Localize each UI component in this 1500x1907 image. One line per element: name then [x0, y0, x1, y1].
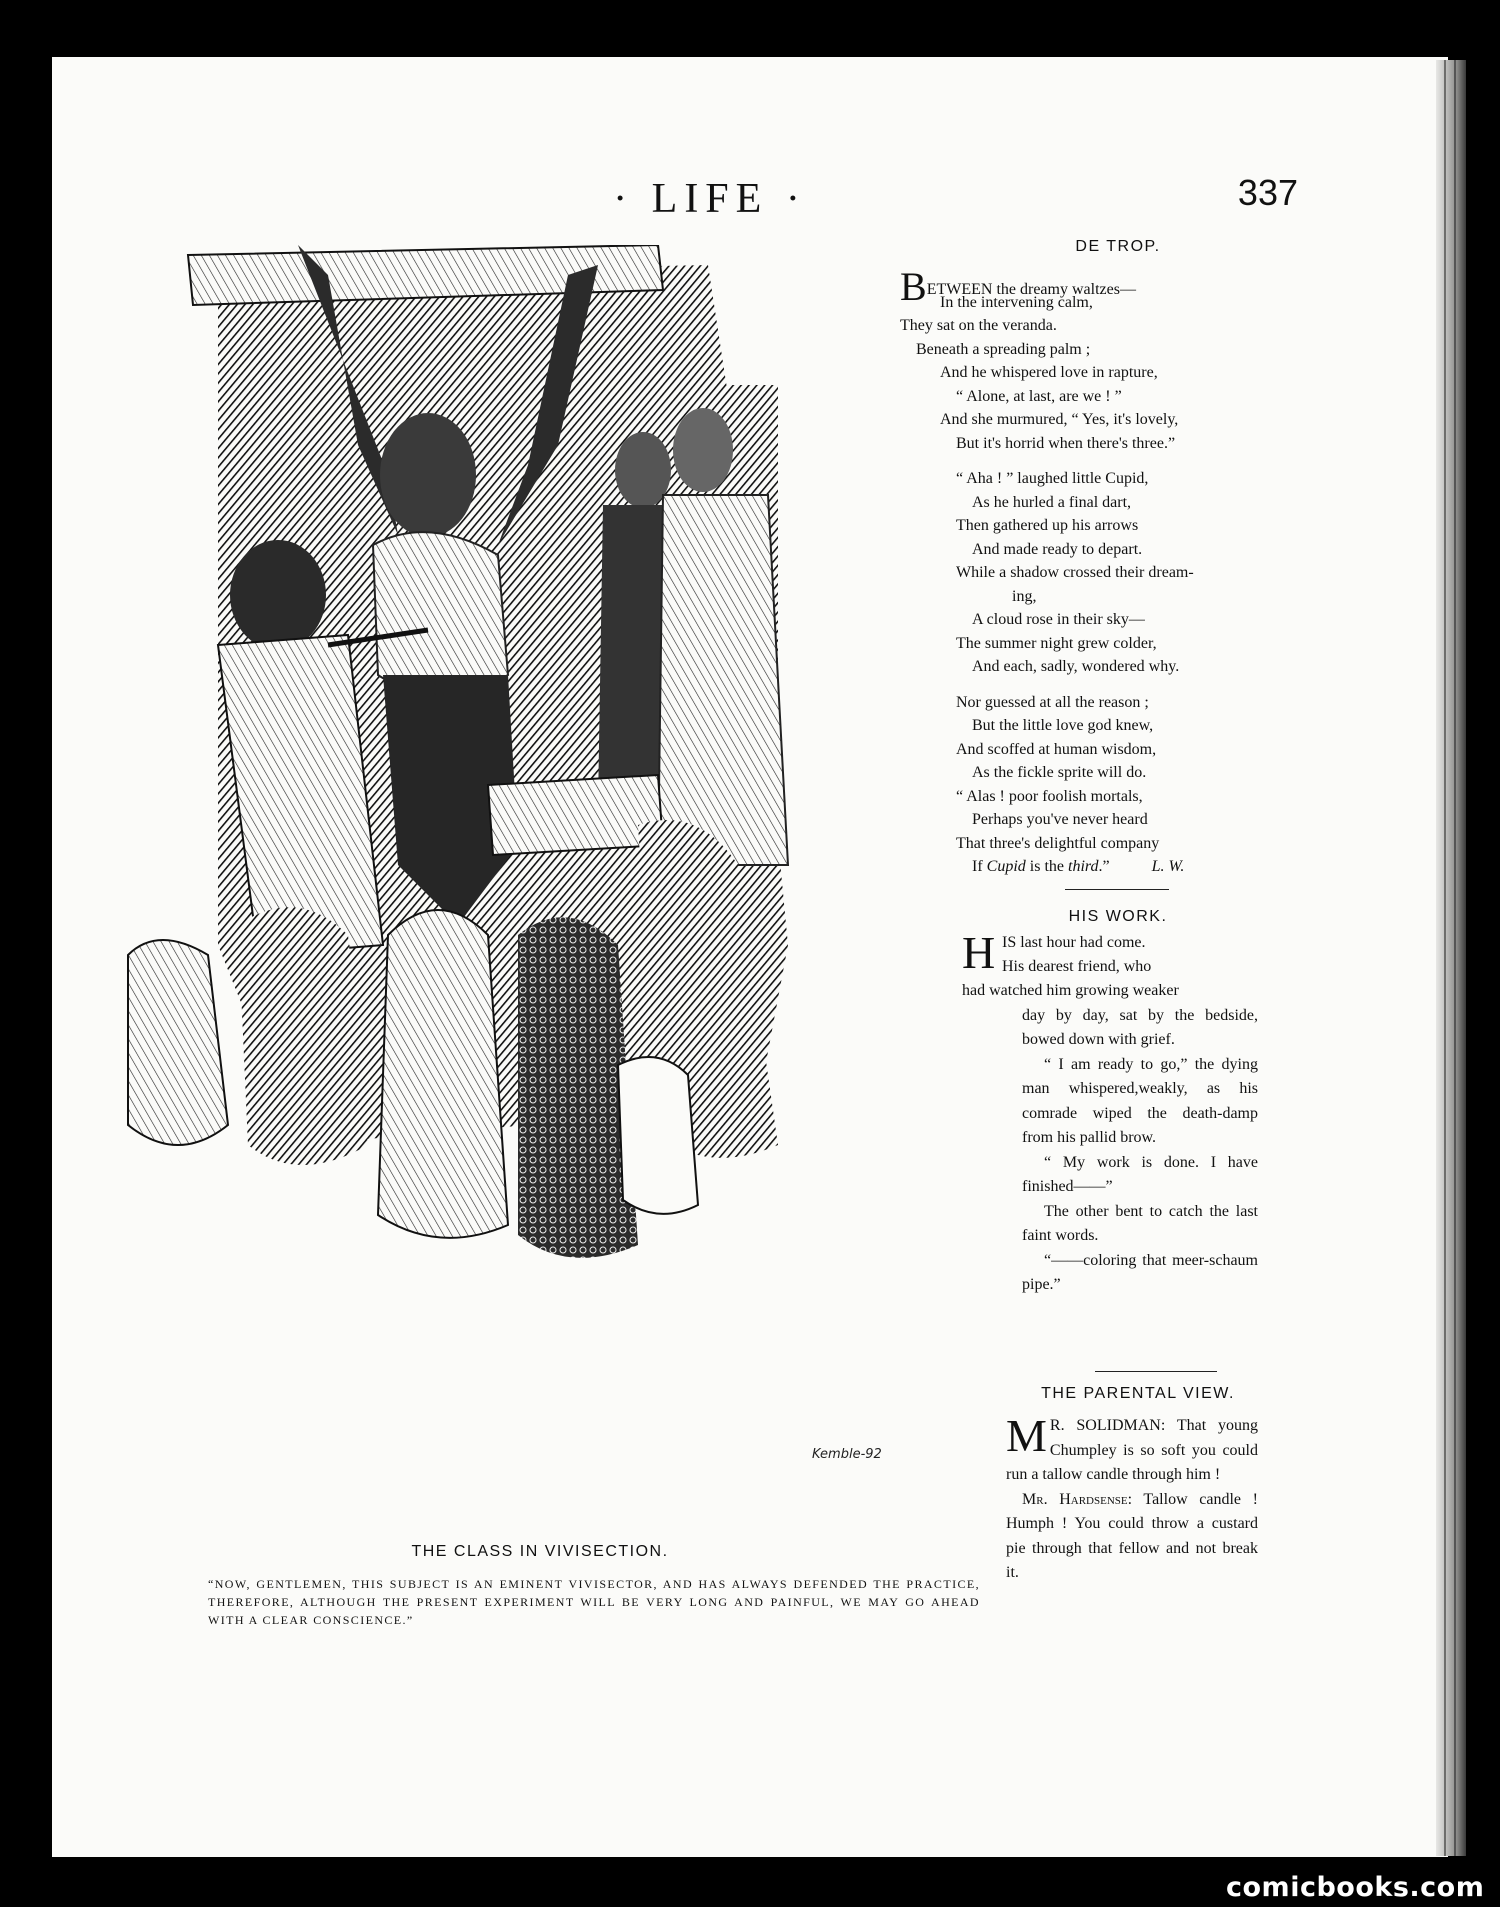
parental-view-heading: THE PARENTAL VIEW.	[1041, 1385, 1235, 1402]
illustration-caption-text: “NOW, GENTLEMEN, THIS SUBJECT IS AN EMINENT VIVISECTOR, AND HAS ALWAYS DEFENDED THE PRACTICE, THEREFORE, ALTHOUGH THE PRESENT EXPERIMENT WILL BE VERY LONG AND PAINFUL, WE MAY GO AHEAD WITH A CLEAR CONSCIENCE.”	[208, 1577, 980, 1627]
poem-text: But it's horrid when there's three.”	[956, 434, 1176, 452]
poem-line	[900, 785, 1260, 809]
poem-line	[900, 432, 1260, 456]
poem-text: “ Alas ! poor foolish mortals,	[956, 787, 1143, 805]
parental-view-title	[1010, 1385, 1266, 1403]
paragraph	[1006, 1410, 1258, 1488]
poem-line	[900, 291, 1260, 315]
story-text: day by day, sat by the bedside, bowed down with grief.	[1022, 1006, 1258, 1048]
section-divider	[1065, 889, 1169, 890]
poem-line	[900, 561, 1260, 585]
poem-line	[900, 761, 1260, 785]
poem-line	[900, 585, 1260, 609]
poem-text: As the fickle sprite will do.	[972, 764, 1147, 781]
his-work-heading: HIS WORK.	[1068, 908, 1168, 925]
poem-line	[900, 655, 1260, 679]
paragraph	[1006, 1488, 1258, 1586]
his-work-title	[1000, 908, 1236, 926]
paragraph	[962, 1151, 1258, 1200]
story-text: “ I am ready to go,” the dying man whispered,weakly, as his comrade wiped the death-damp from his pallid brow.	[1022, 1055, 1258, 1146]
operating-table	[488, 775, 663, 855]
poem-line	[900, 632, 1260, 656]
poem-text: The summer night grew colder,	[956, 634, 1157, 652]
poem-text: “ Alone, at last, are we ! ”	[956, 387, 1122, 405]
story-text: “——coloring that meer-schaum pipe.”	[1022, 1251, 1258, 1293]
poem-text: In the intervening calm,	[940, 293, 1093, 311]
poem-text: Perhaps you've never heard	[972, 811, 1148, 828]
story-text: The other bent to catch the last faint words.	[1022, 1202, 1258, 1244]
poem-line	[900, 738, 1260, 762]
story-text: IS last hour had come.	[1002, 934, 1146, 951]
illustration-caption-title: THE CLASS IN VIVISECTION.	[411, 1543, 669, 1560]
page-stack-edge	[1436, 60, 1466, 1856]
poem-line	[900, 314, 1260, 338]
poem-text: But the little love god knew,	[972, 717, 1154, 734]
speaker: Mr. Hardsense	[1022, 1490, 1128, 1508]
poem-text: is the	[1029, 858, 1064, 875]
dropcap: H	[962, 927, 996, 978]
paragraph	[962, 955, 1258, 980]
section-divider	[1095, 1371, 1217, 1372]
paragraph	[962, 979, 1258, 1004]
poem-text: Cupid	[986, 858, 1026, 875]
poem-text: ing,	[1012, 587, 1037, 605]
poem-text: Beneath a spreading palm ;	[916, 340, 1091, 358]
dropcap: M	[1006, 1410, 1047, 1461]
story-text: had watched him growing weaker	[962, 982, 1179, 999]
poem-de-trop	[900, 264, 1260, 879]
poem-text: “ Aha ! ” laughed little Cupid,	[956, 470, 1149, 487]
poem-text: They sat on the veranda.	[900, 317, 1057, 334]
dropcap: B	[900, 264, 927, 309]
poem-line	[900, 338, 1260, 362]
poem-line	[900, 408, 1260, 432]
poem-text: And he whispered love in rapture,	[940, 364, 1158, 381]
poem-text: Nor guessed at all the reason ;	[956, 693, 1149, 711]
paragraph	[962, 1004, 1258, 1053]
paragraph	[962, 1053, 1258, 1151]
poem-text: And she murmured, “ Yes, it's lovely,	[940, 411, 1179, 428]
watermark: comicbooks.com	[1226, 1872, 1485, 1903]
story-text: His dearest friend, who	[1002, 957, 1152, 975]
poem-line	[900, 855, 1260, 879]
poem-text: As he hurled a final dart,	[972, 493, 1132, 511]
poem-line	[900, 538, 1260, 562]
story-text: “ My work is done. I have finished——”	[1022, 1153, 1258, 1195]
poem-line	[900, 714, 1260, 738]
poem-text: If	[972, 858, 983, 875]
poem-line	[900, 608, 1260, 632]
poem-text: While a shadow crossed their dream-	[956, 564, 1194, 581]
poem-line	[900, 385, 1260, 409]
poem-heading: DE TROP.	[1075, 238, 1161, 255]
poem-text: And made ready to depart.	[972, 540, 1143, 558]
poem-text: And each, sadly, wondered why.	[972, 658, 1180, 675]
page-number: 337	[1237, 172, 1298, 213]
speaker: R. SOLIDMAN	[1049, 1417, 1161, 1434]
poem-line	[900, 808, 1260, 832]
poem-line	[900, 361, 1260, 385]
poem-line	[900, 832, 1260, 856]
dialogue-text: : That young Chumpley is so soft you could run a tallow candle through him !	[1006, 1417, 1258, 1483]
poem-text: A cloud rose in their sky—	[972, 611, 1145, 628]
poem-signature: L. W.	[1151, 858, 1185, 875]
stanza-gap	[900, 455, 1260, 467]
poem-line	[900, 467, 1260, 491]
poem-line	[900, 691, 1260, 715]
artist-signature: Kemble-92	[812, 1447, 882, 1462]
paragraph	[962, 1200, 1258, 1249]
poem-title	[1000, 238, 1236, 256]
poem-text: And scoffed at human wisdom,	[956, 740, 1157, 758]
poem-text: ETWEEN the dreamy waltzes—	[926, 281, 1136, 298]
stanza-gap	[900, 679, 1260, 691]
dialogue-text: : Tallow candle ! Humph ! You could throw a custard pie through that fellow and not break it.	[1006, 1490, 1258, 1581]
poem-text: That three's delightful company	[956, 834, 1160, 852]
poem-line	[900, 491, 1260, 515]
poem-line	[900, 514, 1260, 538]
paragraph	[962, 1249, 1258, 1298]
masthead: · LIFE ·	[613, 176, 807, 222]
vivisection-illustration	[98, 245, 978, 1480]
poem-text: Then gathered up his arrows	[956, 517, 1139, 534]
parental-view-dialogue	[1006, 1410, 1258, 1586]
poem-text: .”	[1098, 858, 1110, 875]
his-work-story	[962, 927, 1258, 1298]
poem-text: third	[1068, 858, 1099, 875]
